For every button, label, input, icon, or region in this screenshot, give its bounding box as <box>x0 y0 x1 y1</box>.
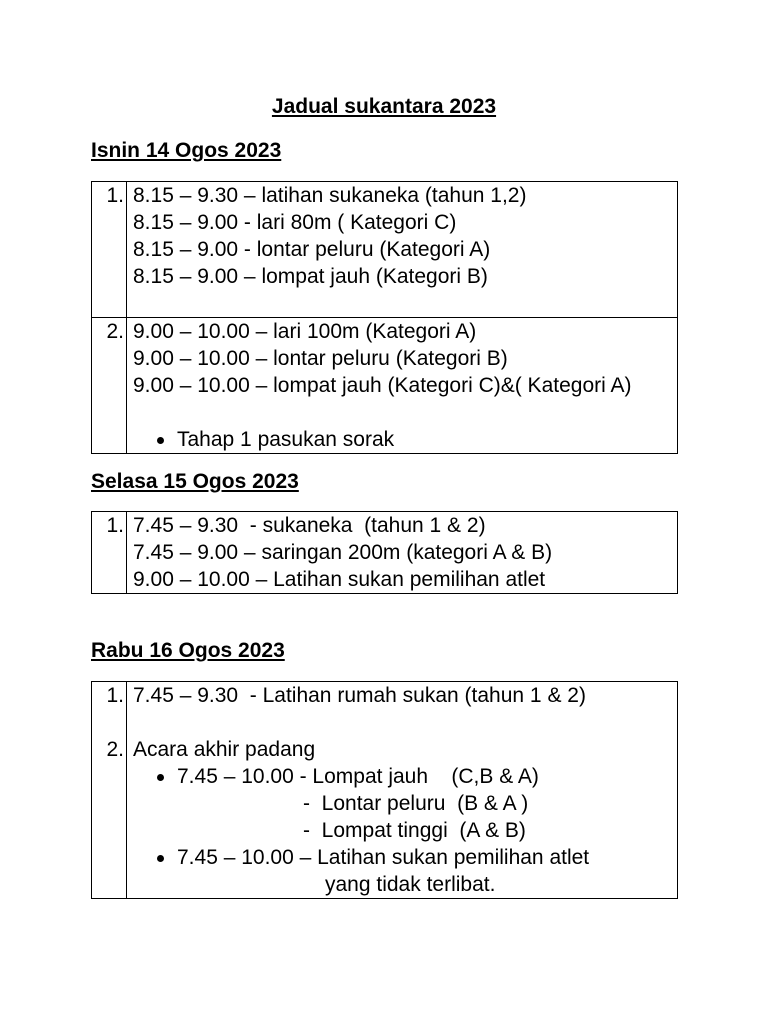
table-row <box>92 182 678 318</box>
schedule-line: 9.00 – 10.00 – lari 100m (Kategori A) <box>133 320 477 343</box>
sub-item: - Lontar peluru (B & A ) <box>303 792 529 815</box>
document-title: Jadual sukantara 2023 <box>271 95 497 118</box>
schedule-line: 7.45 – 9.30 - sukaneka (tahun 1 & 2) <box>133 514 486 537</box>
table-row <box>92 682 678 899</box>
day-heading-isnin: Isnin 14 Ogos 2023 <box>91 139 282 162</box>
schedule-line: 7.45 – 9.30 - Latihan rumah sukan (tahun 1 & 2) <box>133 684 586 707</box>
schedule-line: 8.15 – 9.00 – lompat jauh (Kategori B) <box>133 265 488 288</box>
schedule-line: 9.00 – 10.00 – Latihan sukan pemilihan atlet <box>133 568 546 591</box>
schedule-line: 8.15 – 9.00 - lari 80m ( Kategori C) <box>133 211 457 234</box>
row-content <box>127 182 678 318</box>
row-number: 1. <box>92 182 127 318</box>
schedule-line: Acara akhir padang <box>133 738 316 761</box>
schedule-table-selasa <box>91 511 678 594</box>
table-row <box>92 318 678 454</box>
blank-line <box>92 709 124 736</box>
row-content <box>127 318 678 454</box>
row-number-1: 1. <box>106 684 124 707</box>
row-number-2: 2. <box>106 738 124 761</box>
bullet-continuation: yang tidak terlibat. <box>325 873 496 896</box>
schedule-line: 9.00 – 10.00 – lontar peluru (Kategori B) <box>133 347 508 370</box>
bullet-item: Tahap 1 pasukan sorak <box>133 426 677 453</box>
blank-line <box>133 709 677 736</box>
row-number: 1. <box>92 512 127 594</box>
blank-line <box>133 399 677 426</box>
bullet-item: 7.45 – 10.00 - Lompat jauh (C,B & A) <box>133 763 677 790</box>
schedule-line: 8.15 – 9.00 - lontar peluru (Kategori A) <box>133 238 491 261</box>
schedule-table-rabu <box>91 681 678 899</box>
schedule-line: 7.45 – 9.00 – saringan 200m (kategori A & B) <box>133 541 553 564</box>
table-row <box>92 512 678 594</box>
row-number: 2. <box>92 318 127 454</box>
day-heading-selasa: Selasa 15 Ogos 2023 <box>91 470 299 493</box>
day-heading-rabu: Rabu 16 Ogos 2023 <box>91 639 285 662</box>
bullet-item: 7.45 – 10.00 – Latihan sukan pemilihan atlet <box>133 844 677 871</box>
row-content <box>127 682 678 899</box>
schedule-line: 8.15 – 9.30 – latihan sukaneka (tahun 1,2) <box>133 184 527 207</box>
schedule-table-isnin <box>91 181 678 454</box>
sub-item: - Lompat tinggi (A & B) <box>303 819 526 842</box>
schedule-line: 9.00 – 10.00 – lompat jauh (Kategori C)&( Kategori A) <box>133 374 632 397</box>
row-number <box>92 682 127 899</box>
row-content <box>127 512 678 594</box>
